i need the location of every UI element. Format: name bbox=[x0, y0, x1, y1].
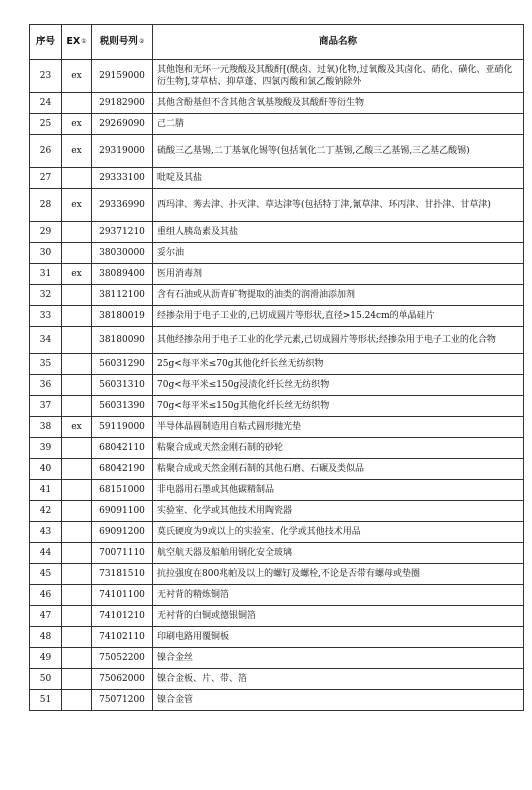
cell-product-name: 经掺杂用于电子工业的,已切成圆片等形状,直径>15.24cm的单晶硅片 bbox=[153, 306, 524, 327]
table-row bbox=[30, 354, 524, 375]
table-row bbox=[30, 327, 524, 354]
cell-tariff-code: 29333100 bbox=[92, 168, 153, 189]
cell-seq: 31 bbox=[30, 264, 62, 285]
cell-tariff-code: 70071110 bbox=[92, 543, 153, 564]
cell-seq: 39 bbox=[30, 438, 62, 459]
table-header-row bbox=[30, 25, 524, 60]
cell-seq: 32 bbox=[30, 285, 62, 306]
cell-ex bbox=[62, 285, 92, 306]
table-row bbox=[30, 396, 524, 417]
cell-seq: 44 bbox=[30, 543, 62, 564]
table-row bbox=[30, 222, 524, 243]
cell-ex bbox=[62, 354, 92, 375]
cell-tariff-code: 38180090 bbox=[92, 327, 153, 354]
table-row bbox=[30, 501, 524, 522]
cell-ex bbox=[62, 438, 92, 459]
table-row bbox=[30, 606, 524, 627]
cell-seq: 29 bbox=[30, 222, 62, 243]
table-row bbox=[30, 543, 524, 564]
cell-ex: ex bbox=[62, 60, 92, 93]
cell-product-name: 半导体晶圆制造用自粘式圆形抛光垫 bbox=[153, 417, 524, 438]
table-row bbox=[30, 264, 524, 285]
cell-seq: 37 bbox=[30, 396, 62, 417]
cell-product-name: 镍合金管 bbox=[153, 690, 524, 711]
cell-product-name: 其他经掺杂用于电子工业的化学元素,已切成圆片等形状;经掺杂用于电子工业的化合物 bbox=[153, 327, 524, 354]
cell-tariff-code: 69091200 bbox=[92, 522, 153, 543]
cell-tariff-code: 29319000 bbox=[92, 135, 153, 168]
table-row bbox=[30, 438, 524, 459]
cell-tariff-code: 59119000 bbox=[92, 417, 153, 438]
cell-ex bbox=[62, 306, 92, 327]
cell-seq: 47 bbox=[30, 606, 62, 627]
table-row bbox=[30, 417, 524, 438]
cell-product-name: 重组人胰岛素及其盐 bbox=[153, 222, 524, 243]
cell-ex bbox=[62, 669, 92, 690]
header-product-name: 商品名称 bbox=[153, 25, 524, 60]
header-ex: EX① bbox=[62, 25, 92, 60]
cell-tariff-code: 29336990 bbox=[92, 189, 153, 222]
table-row bbox=[30, 564, 524, 585]
cell-product-name: 航空航天器及船舶用钢化安全玻璃 bbox=[153, 543, 524, 564]
cell-seq: 46 bbox=[30, 585, 62, 606]
cell-tariff-code: 56031290 bbox=[92, 354, 153, 375]
table-row bbox=[30, 669, 524, 690]
cell-seq: 41 bbox=[30, 480, 62, 501]
cell-product-name: 其他含酚基但不含其他含氧基羧酸及其酸酐等衍生物 bbox=[153, 93, 524, 114]
cell-seq: 51 bbox=[30, 690, 62, 711]
footnote-mark-1: ① bbox=[81, 38, 87, 45]
tariff-table bbox=[29, 24, 524, 711]
cell-ex: ex bbox=[62, 264, 92, 285]
cell-seq: 50 bbox=[30, 669, 62, 690]
cell-tariff-code: 29371210 bbox=[92, 222, 153, 243]
cell-seq: 42 bbox=[30, 501, 62, 522]
cell-product-name: 非电器用石墨或其他碳精制品 bbox=[153, 480, 524, 501]
cell-tariff-code: 38180019 bbox=[92, 306, 153, 327]
table-row bbox=[30, 60, 524, 93]
cell-seq: 26 bbox=[30, 135, 62, 168]
cell-ex bbox=[62, 243, 92, 264]
cell-seq: 48 bbox=[30, 627, 62, 648]
cell-ex bbox=[62, 327, 92, 354]
cell-ex bbox=[62, 648, 92, 669]
table-row bbox=[30, 189, 524, 222]
cell-ex bbox=[62, 690, 92, 711]
table-row bbox=[30, 648, 524, 669]
cell-tariff-code: 29269090 bbox=[92, 114, 153, 135]
cell-seq: 36 bbox=[30, 375, 62, 396]
table-row bbox=[30, 168, 524, 189]
cell-tariff-code: 75062000 bbox=[92, 669, 153, 690]
cell-ex bbox=[62, 564, 92, 585]
table-row bbox=[30, 135, 524, 168]
table-row bbox=[30, 480, 524, 501]
cell-ex bbox=[62, 168, 92, 189]
cell-seq: 28 bbox=[30, 189, 62, 222]
cell-product-name: 印刷电路用覆铜板 bbox=[153, 627, 524, 648]
cell-tariff-code: 38030000 bbox=[92, 243, 153, 264]
cell-ex bbox=[62, 585, 92, 606]
cell-ex: ex bbox=[62, 135, 92, 168]
cell-product-name: 粘聚合成或天然金刚石制的砂轮 bbox=[153, 438, 524, 459]
footnote-mark-2: ② bbox=[138, 38, 145, 45]
cell-product-name: 无衬背的精炼铜箔 bbox=[153, 585, 524, 606]
cell-tariff-code: 38089400 bbox=[92, 264, 153, 285]
cell-tariff-code: 69091100 bbox=[92, 501, 153, 522]
cell-product-name: 妥尔油 bbox=[153, 243, 524, 264]
cell-ex: ex bbox=[62, 114, 92, 135]
cell-tariff-code: 38112100 bbox=[92, 285, 153, 306]
table-row bbox=[30, 243, 524, 264]
cell-product-name: 医用消毒剂 bbox=[153, 264, 524, 285]
cell-ex: ex bbox=[62, 189, 92, 222]
cell-tariff-code: 74101100 bbox=[92, 585, 153, 606]
cell-ex: ex bbox=[62, 417, 92, 438]
cell-tariff-code: 68042110 bbox=[92, 438, 153, 459]
cell-tariff-code: 56031390 bbox=[92, 396, 153, 417]
cell-ex bbox=[62, 627, 92, 648]
cell-product-name: 粘聚合成或天然金刚石制的其他石磨、石碾及类似品 bbox=[153, 459, 524, 480]
cell-product-name: 其他饱和无环一元羧酸及其酸酐[(酰卤、过氧)化物,过氧酸及其卤化、硝化、磺化、亚硝化衍生物],芽草枯、抑草蓬、四氯丙酸和氯乙酸钠除外 bbox=[153, 60, 524, 93]
cell-tariff-code: 56031310 bbox=[92, 375, 153, 396]
table-row bbox=[30, 459, 524, 480]
cell-tariff-code: 73181510 bbox=[92, 564, 153, 585]
cell-seq: 34 bbox=[30, 327, 62, 354]
cell-product-name: 70g<每平米≤150g浸渍化纤长丝无纺织物 bbox=[153, 375, 524, 396]
cell-seq: 40 bbox=[30, 459, 62, 480]
cell-tariff-code: 74102110 bbox=[92, 627, 153, 648]
cell-tariff-code: 29159000 bbox=[92, 60, 153, 93]
cell-seq: 25 bbox=[30, 114, 62, 135]
cell-tariff-code: 75071200 bbox=[92, 690, 153, 711]
cell-ex bbox=[62, 459, 92, 480]
table-row bbox=[30, 522, 524, 543]
cell-seq: 45 bbox=[30, 564, 62, 585]
cell-ex bbox=[62, 396, 92, 417]
cell-product-name: 70g<每平米≤150g其他化纤长丝无纺织物 bbox=[153, 396, 524, 417]
cell-tariff-code: 68151000 bbox=[92, 480, 153, 501]
cell-product-name: 25g<每平米≤70g其他化纤长丝无纺织物 bbox=[153, 354, 524, 375]
header-tariff-code: 税则号列② bbox=[92, 25, 153, 60]
cell-seq: 27 bbox=[30, 168, 62, 189]
table-row bbox=[30, 285, 524, 306]
cell-product-name: 西玛津、莠去津、扑灭津、草达津等(包括特丁津,氰草津、环丙津、甘扑津、甘草津) bbox=[153, 189, 524, 222]
cell-seq: 35 bbox=[30, 354, 62, 375]
table-row bbox=[30, 114, 524, 135]
cell-ex bbox=[62, 501, 92, 522]
cell-seq: 43 bbox=[30, 522, 62, 543]
cell-ex bbox=[62, 375, 92, 396]
cell-seq: 30 bbox=[30, 243, 62, 264]
cell-product-name: 镍合金板、片、带、箔 bbox=[153, 669, 524, 690]
cell-product-name: 含有石油或从沥青矿物提取的油类的润滑油添加剂 bbox=[153, 285, 524, 306]
cell-product-name: 无衬背的白铜或德银铜箔 bbox=[153, 606, 524, 627]
table-row bbox=[30, 627, 524, 648]
cell-product-name: 镍合金丝 bbox=[153, 648, 524, 669]
cell-seq: 23 bbox=[30, 60, 62, 93]
cell-ex bbox=[62, 606, 92, 627]
table-row bbox=[30, 306, 524, 327]
cell-ex bbox=[62, 93, 92, 114]
cell-ex bbox=[62, 543, 92, 564]
cell-seq: 49 bbox=[30, 648, 62, 669]
table-row bbox=[30, 585, 524, 606]
header-seq: 序号 bbox=[30, 25, 62, 60]
cell-tariff-code: 74101210 bbox=[92, 606, 153, 627]
cell-tariff-code: 29182900 bbox=[92, 93, 153, 114]
cell-product-name: 己二腈 bbox=[153, 114, 524, 135]
table-row bbox=[30, 93, 524, 114]
cell-tariff-code: 75052200 bbox=[92, 648, 153, 669]
cell-product-name: 抗拉强度在800兆帕及以上的螺钉及螺栓,不论是否带有螺母或垫圈 bbox=[153, 564, 524, 585]
table-row bbox=[30, 690, 524, 711]
cell-product-name: 实验室、化学或其他技术用陶瓷器 bbox=[153, 501, 524, 522]
cell-tariff-code: 68042190 bbox=[92, 459, 153, 480]
cell-ex bbox=[62, 222, 92, 243]
cell-seq: 24 bbox=[30, 93, 62, 114]
cell-product-name: 吡啶及其盐 bbox=[153, 168, 524, 189]
cell-seq: 33 bbox=[30, 306, 62, 327]
cell-ex bbox=[62, 522, 92, 543]
cell-product-name: 莫氏硬度为9或以上的实验室、化学或其他技术用品 bbox=[153, 522, 524, 543]
cell-product-name: 硫酸三乙基锡,二丁基氧化锡等(包括氧化二丁基锡,乙酸三乙基锡,三乙基乙酸锡) bbox=[153, 135, 524, 168]
cell-ex bbox=[62, 480, 92, 501]
table-row bbox=[30, 375, 524, 396]
cell-seq: 38 bbox=[30, 417, 62, 438]
